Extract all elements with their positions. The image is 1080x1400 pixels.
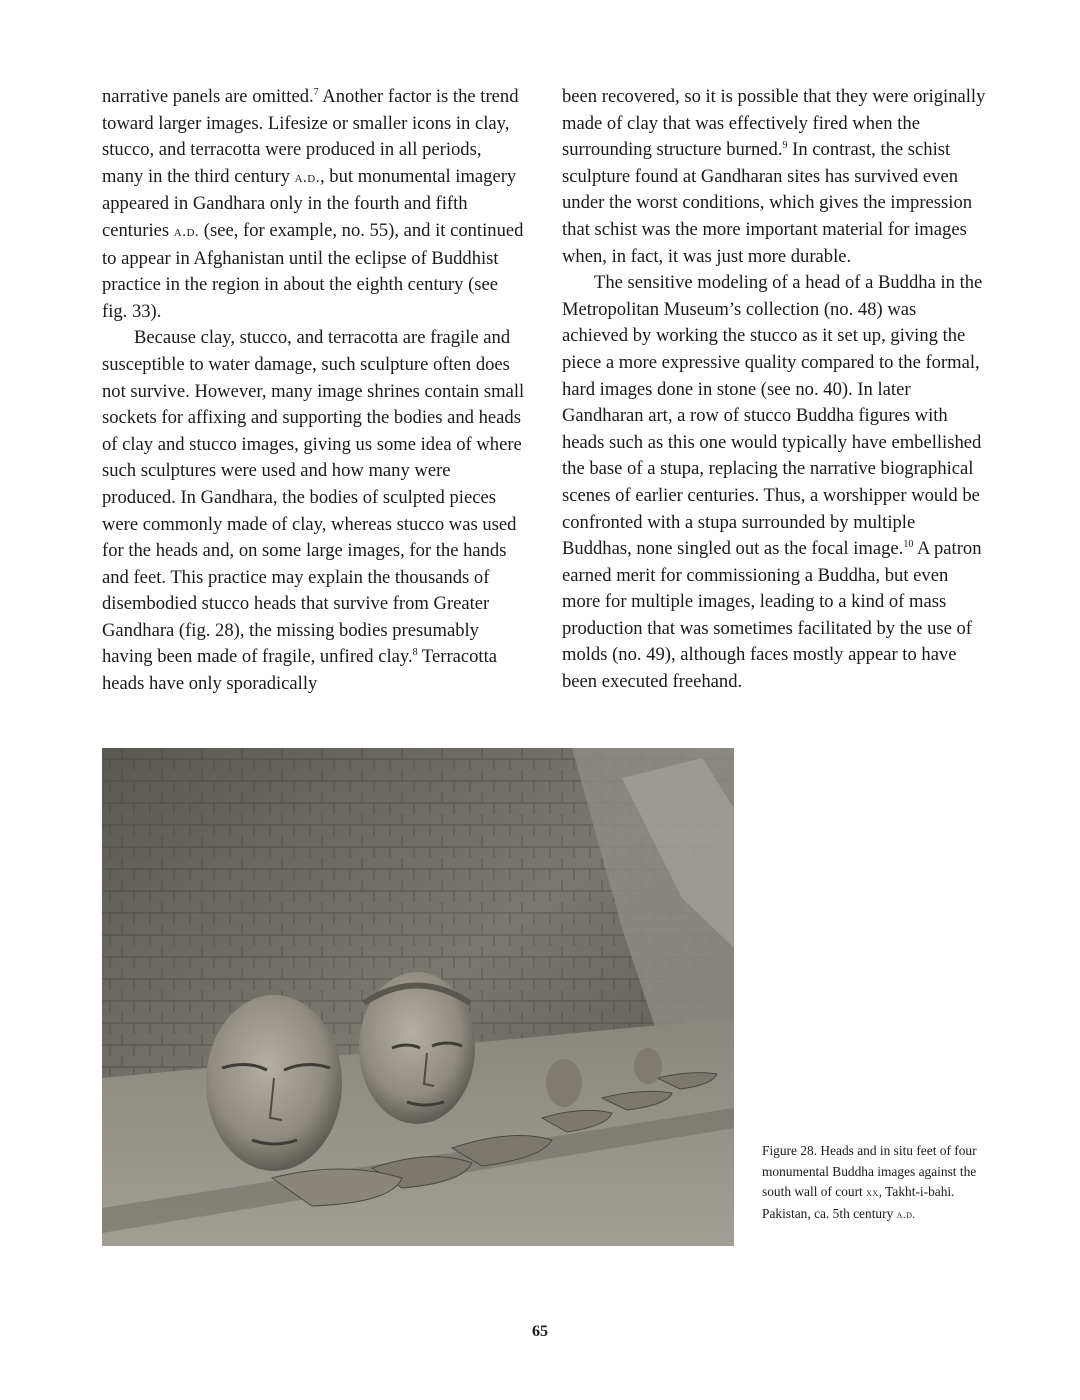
buddha-heads-photo [102,748,734,1246]
footnote-ref[interactable]: 10 [903,539,914,551]
footnote-ref[interactable]: 8 [412,647,418,659]
paragraph: been recovered, so it is possible that they were originally made of clay that was effectively fired when the surrounding structure burned.$^9$ In contrast, the schist sculpture found at Gandharan sites has survived even under the worst conditions, which gives the impression that schist was the more important material for images when, in fact, it was just more durable. [562,86,986,267]
era-abbreviation: a.d. [173,223,200,240]
paragraph: narrative panels are omitted.$^7$ Another factor is the trend toward larger images. Lifesize or smaller icons in clay, stucco, and terracotta were produced in all periods, many in the third century a.d., but monumental imagery appeared in Gandhara only in the fourth and fifth centuries a.d. (see, for example, no. 55), and it continued to appear in Afghanistan until the eclipse of Buddhist practice in the region in about the eighth century (see fig. 33). [102,86,524,322]
page-number: 65 [532,1323,548,1340]
right-column [562,84,986,696]
footnote-ref[interactable]: 9 [782,140,788,152]
figure-caption: Figure 28. Heads and in situ feet of four monumental Buddha images against the south wall of court xx, Takht-i-bahi. Pakistan, ca. 5th century a.d. [762,1143,977,1221]
left-column [102,84,526,698]
footnote-ref[interactable]: 7 [313,87,319,98]
paragraph: The sensitive modeling of a head of a Buddha in the Metropolitan Museum’s collection (no. 48) was achieved by working the stucco as it set up, giving the piece a more expressive quality compared to the formal, hard images done in stone (see no. 40). In later Gandharan art, a row of stucco Buddha figures with heads such as this one would typically have embellished the base of a stupa, replacing the narrative biographical scenes of earlier centuries. Thus, a worshipper would be confronted with a stupa surrounded by multiple Buddhas, none singled out as the focal image.$^{10}$ A patron earned merit for commissioning a Buddha, but even more for multiple images, leading to a kind of mass production that was sometimes facilitated by the use of molds (no. 49), although faces mostly appear to have been executed freehand. [562,272,983,693]
paragraph: Because clay, stucco, and terracotta are fragile and susceptible to water damage, such sculpture often does not survive. However, many image shrines contain small sockets for affixing and supporting the bodies and heads of clay and stucco images, giving us some idea of where such sculptures were used and how many were produced. In Gandhara, the bodies of sculpted pieces were commonly made of clay, whereas stucco was used for the heads and, on some large images, for the hands and feet. This practice may explain the thousands of disembodied stucco heads that survive from Greater Gandhara (fig. 28), the missing bodies presumably having been made of fragile, unfired clay.$^8$ Terracotta heads have only sporadically [102,327,525,695]
figure-photo [102,748,734,1246]
era-abbreviation: a.d. [896,1208,916,1221]
era-abbreviation: a.d. [294,169,320,186]
court-numeral: xx [866,1187,879,1199]
